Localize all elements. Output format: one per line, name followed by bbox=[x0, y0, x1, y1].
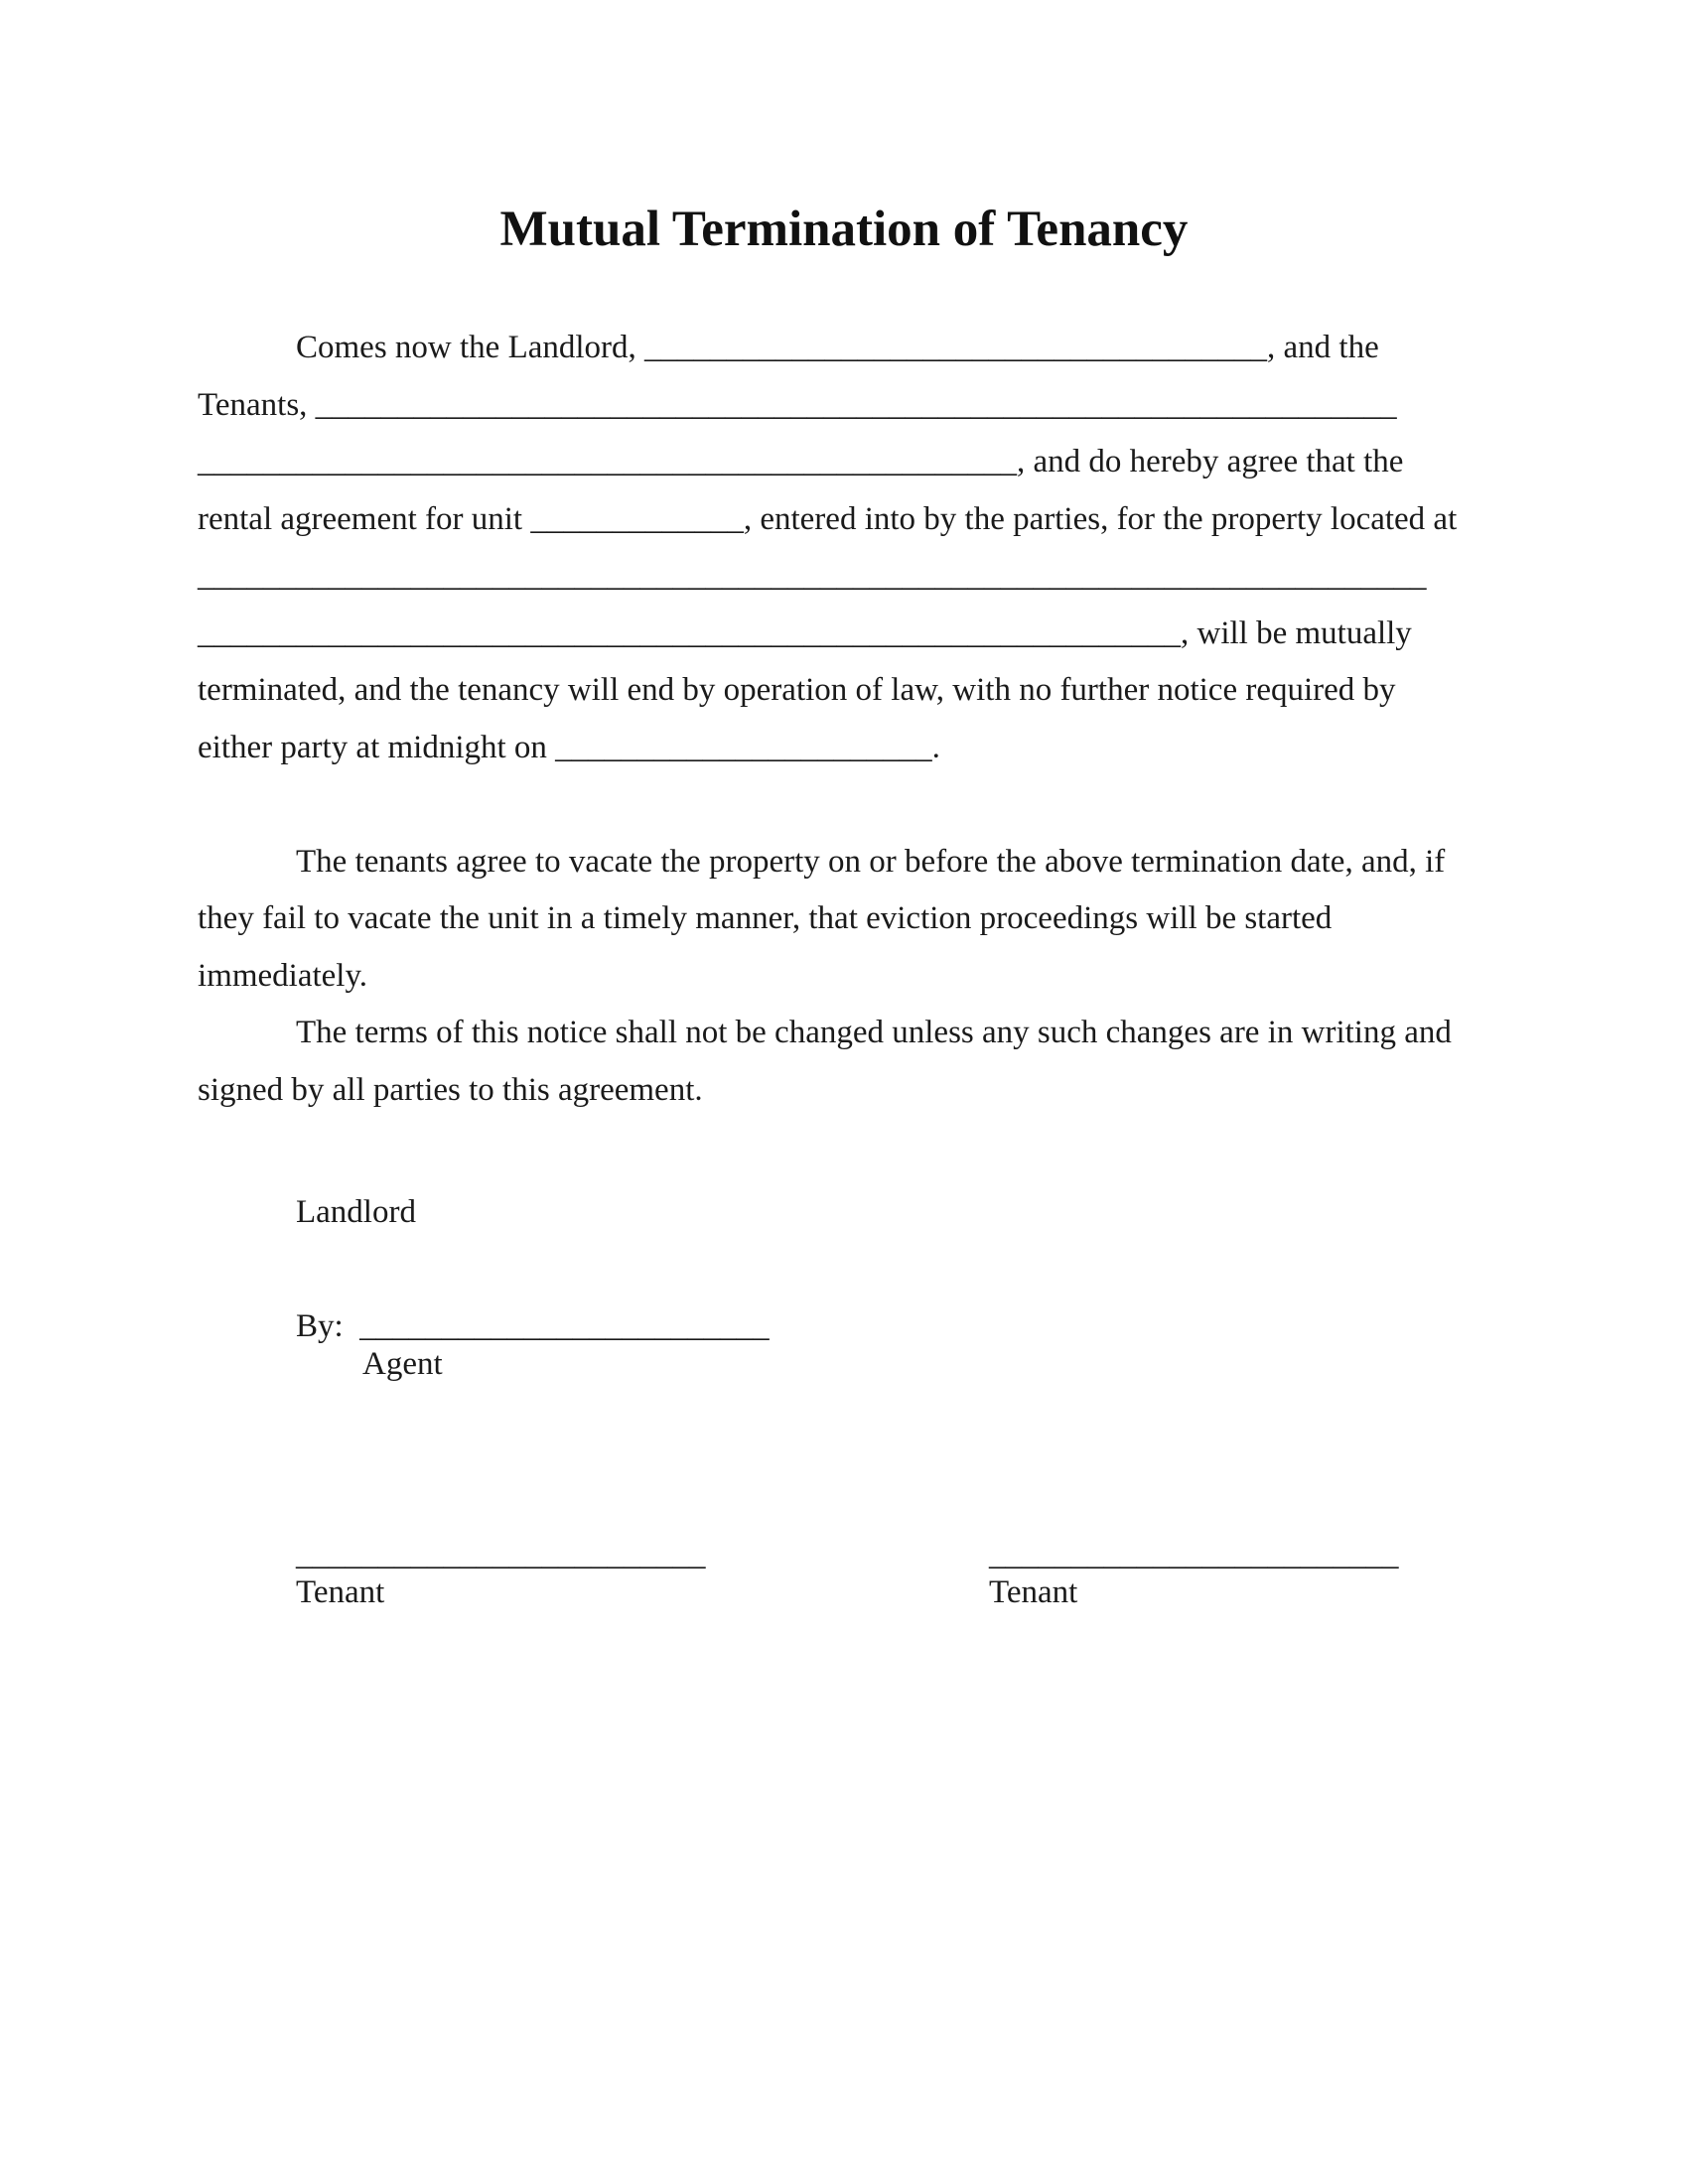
tenant2-label: Tenant bbox=[989, 1574, 1078, 1610]
paragraph2-line2: they fail to vacate the unit in a timely manner, that eviction proceedings will be started bbox=[198, 900, 1333, 936]
paragraph1-line8: either party at midnight on _______________________. bbox=[198, 730, 940, 765]
agent-label: Agent bbox=[362, 1346, 443, 1382]
paragraph1-line5: ___________________________________________________________________________ bbox=[198, 558, 1427, 594]
tenant2-signature-line: _________________________ bbox=[989, 1537, 1399, 1572]
tenant1-label: Tenant bbox=[296, 1574, 385, 1610]
paragraph3-line2: signed by all parties to this agreement. bbox=[198, 1072, 703, 1108]
paragraph1-line7: terminated, and the tenancy will end by operation of law, with no further notice required by bbox=[198, 672, 1396, 708]
paragraph3-line1: The terms of this notice shall not be changed unless any such changes are in writing and bbox=[296, 1015, 1452, 1050]
paragraph1-line1: Comes now the Landlord, ______________________________________, and the bbox=[296, 330, 1379, 365]
paragraph2-line1: The tenants agree to vacate the property on or before the above termination date, and, if bbox=[296, 844, 1446, 880]
paragraph2-line3: immediately. bbox=[198, 958, 368, 994]
by-signature-line: By: _________________________ bbox=[296, 1308, 770, 1344]
document-title: Mutual Termination of Tenancy bbox=[499, 202, 1189, 257]
tenant1-signature-line: _________________________ bbox=[296, 1537, 706, 1572]
landlord-label: Landlord bbox=[296, 1194, 416, 1230]
paragraph1-line3: __________________________________________________, and do hereby agree that the bbox=[198, 444, 1404, 479]
paragraph1-line2: Tenants, __________________________________________________________________ bbox=[198, 387, 1397, 423]
paragraph1-line6: ____________________________________________________________, will be mutually bbox=[198, 615, 1412, 651]
paragraph1-line4: rental agreement for unit _____________, entered into by the parties, for the property located at bbox=[198, 501, 1458, 537]
